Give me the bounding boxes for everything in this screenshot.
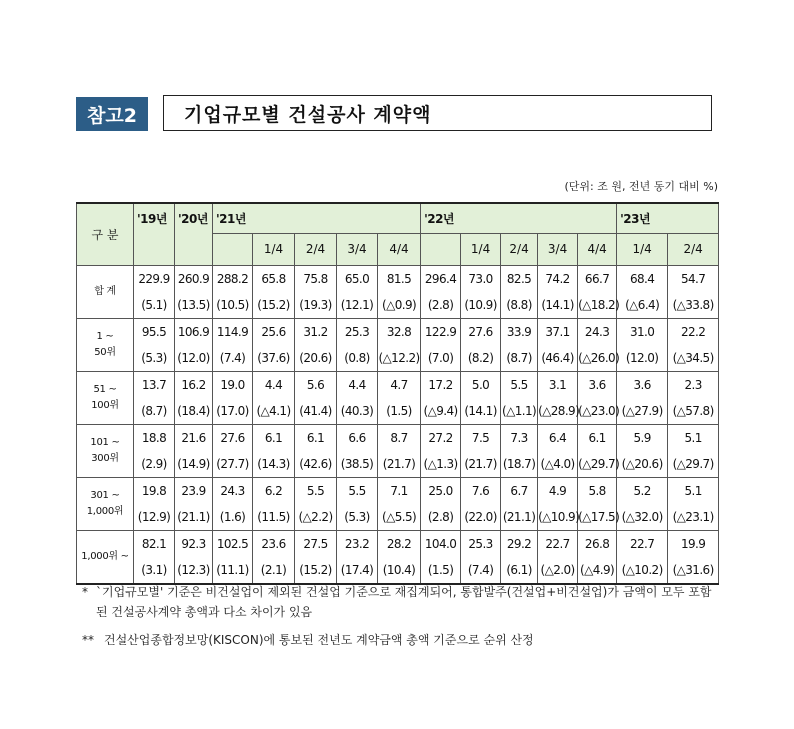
header-year-2023: '23년 [617, 203, 719, 233]
value-cell [461, 371, 501, 424]
value-cell [337, 318, 378, 371]
change-rate-value: (△23.1) [672, 509, 714, 524]
value-cell [538, 477, 578, 530]
change-rate-value: (7.4) [467, 562, 494, 577]
amount-value: 73.0 [468, 271, 493, 286]
amount-value: 23.9 [181, 483, 206, 498]
value-cell [295, 371, 337, 424]
change-rate-value: (△32.0) [621, 509, 663, 524]
value-cell [134, 530, 175, 584]
change-rate-value: (12.9) [137, 509, 171, 524]
amount-value: 4.7 [390, 377, 408, 392]
header-quarter: 4/4 [378, 233, 421, 265]
change-rate-value: (△17.5) [578, 509, 620, 524]
row-label: 51 ~ 100위 [77, 371, 134, 424]
amount-value: 28.2 [386, 536, 412, 551]
change-rate-value: (40.3) [340, 403, 374, 418]
value-cell [175, 424, 213, 477]
change-rate-value: (21.1) [177, 509, 210, 524]
header-blank-2021 [213, 233, 253, 265]
amount-value: 82.5 [506, 271, 532, 286]
value-cell [617, 530, 668, 584]
change-rate-value: (△10.2) [621, 562, 663, 577]
value-cell [421, 318, 461, 371]
amount-value: 82.1 [141, 536, 167, 551]
header-quarter: 3/4 [538, 233, 578, 265]
footnote-text: 건설산업종합정보망(KISCON)에 통보된 전년도 계약금액 총액 기준으로 순위 산정 [104, 633, 534, 647]
change-rate-value: (12.3) [177, 562, 210, 577]
change-rate-value: (37.6) [257, 350, 290, 365]
value-cell [501, 318, 538, 371]
value-cell [213, 318, 253, 371]
value-cell [421, 371, 461, 424]
value-cell [421, 530, 461, 584]
change-rate-value: (8.7) [141, 403, 167, 418]
change-rate-value: (△9.4) [423, 403, 458, 418]
header-quarter: 3/4 [337, 233, 378, 265]
amount-value: 27.6 [468, 324, 493, 339]
amount-value: 122.9 [424, 324, 457, 339]
amount-value: 6.7 [510, 483, 528, 498]
row-label: 1 ~ 50위 [77, 318, 134, 371]
amount-value: 6.1 [306, 430, 325, 445]
amount-value: 25.0 [428, 483, 453, 498]
value-cell [378, 530, 421, 584]
amount-value: 18.8 [141, 430, 167, 445]
header-quarter: 2/4 [501, 233, 538, 265]
change-rate-value: (△4.1) [256, 403, 291, 418]
amount-value: 24.3 [584, 324, 610, 339]
change-rate-value: (2.1) [260, 562, 287, 577]
unit-label: (단위: 조 원, 전년 동기 대비 %) [564, 180, 718, 193]
value-cell [538, 371, 578, 424]
amount-value: 6.1 [264, 430, 283, 445]
change-rate-value: (14.1) [541, 297, 574, 312]
value-cell [668, 371, 719, 424]
amount-value: 5.8 [588, 483, 606, 498]
amount-value: 32.8 [386, 324, 412, 339]
contract-amount-table [76, 202, 719, 585]
value-cell [213, 530, 253, 584]
amount-value: 22.7 [629, 536, 655, 551]
value-cell [538, 530, 578, 584]
value-cell [461, 477, 501, 530]
value-cell [617, 265, 668, 318]
value-cell [134, 371, 175, 424]
value-cell [175, 371, 213, 424]
value-cell [253, 318, 295, 371]
amount-value: 65.0 [344, 271, 370, 286]
value-cell [668, 530, 719, 584]
change-rate-value: (△4.9) [580, 562, 615, 577]
change-rate-value: (△6.4) [625, 297, 660, 312]
value-cell [134, 424, 175, 477]
amount-value: 22.7 [545, 536, 570, 551]
change-rate-value: (△57.8) [672, 403, 714, 418]
change-rate-value: (△28.9) [538, 403, 580, 418]
value-cell [253, 424, 295, 477]
amount-value: 25.6 [261, 324, 286, 339]
value-cell [578, 477, 620, 530]
change-rate-value: (8.2) [467, 350, 494, 365]
amount-value: 102.5 [216, 536, 249, 551]
amount-value: 3.1 [548, 377, 567, 392]
footnote-mark: ** [82, 633, 94, 647]
value-cell [461, 318, 501, 371]
value-cell [578, 424, 620, 477]
amount-value: 19.8 [141, 483, 167, 498]
value-cell [337, 530, 378, 584]
amount-value: 4.4 [348, 377, 366, 392]
change-rate-value: (△34.5) [672, 350, 714, 365]
value-cell [213, 477, 253, 530]
value-cell [617, 477, 668, 530]
header-year-2021: '21년 [213, 203, 421, 233]
amount-value: 25.3 [344, 324, 370, 339]
table-row [77, 424, 719, 477]
value-cell [337, 477, 378, 530]
amount-value: 106.9 [177, 324, 210, 339]
value-cell [421, 265, 461, 318]
change-rate-value: (1.6) [219, 509, 246, 524]
change-rate-value: (10.9) [464, 297, 497, 312]
header-quarter: 1/4 [253, 233, 295, 265]
amount-value: 7.6 [471, 483, 490, 498]
change-rate-value: (3.1) [141, 562, 167, 577]
change-rate-value: (△5.5) [381, 509, 417, 524]
value-cell [175, 477, 213, 530]
amount-value: 26.8 [584, 536, 610, 551]
amount-value: 4.9 [548, 483, 567, 498]
amount-value: 37.1 [545, 324, 570, 339]
change-rate-value: (12.1) [340, 297, 374, 312]
table-row [77, 477, 719, 530]
value-cell [421, 424, 461, 477]
amount-value: 5.1 [684, 430, 702, 445]
change-rate-value: (18.7) [502, 456, 536, 471]
amount-value: 81.5 [386, 271, 412, 286]
value-cell [253, 477, 295, 530]
page-title [163, 95, 712, 131]
amount-value: 288.2 [216, 271, 249, 286]
change-rate-value: (2.9) [141, 456, 167, 471]
amount-value: 3.6 [633, 377, 651, 392]
amount-value: 5.5 [306, 483, 325, 498]
value-cell [617, 318, 668, 371]
value-cell [461, 530, 501, 584]
value-cell [668, 477, 719, 530]
value-cell [378, 424, 421, 477]
change-rate-value: (2.8) [427, 509, 454, 524]
change-rate-value: (10.4) [382, 562, 416, 577]
footnote-mark: * [82, 585, 88, 599]
change-rate-value: (0.8) [344, 350, 370, 365]
value-cell [337, 424, 378, 477]
value-cell [134, 318, 175, 371]
footnotes [82, 582, 722, 650]
value-cell [617, 371, 668, 424]
title-text: 기업규모별 건설공사 계약액 [184, 103, 432, 126]
amount-value: 8.7 [390, 430, 408, 445]
value-cell [668, 318, 719, 371]
change-rate-value: (22.0) [464, 509, 497, 524]
change-rate-value: (21.7) [464, 456, 497, 471]
amount-value: 5.5 [510, 377, 528, 392]
value-cell [134, 265, 175, 318]
amount-value: 7.5 [471, 430, 490, 445]
change-rate-value: (46.4) [541, 350, 574, 365]
change-rate-value: (△1.1) [502, 403, 537, 418]
amount-value: 5.6 [306, 377, 325, 392]
change-rate-value: (11.1) [216, 562, 249, 577]
header-year-2019: '19년 [134, 203, 175, 265]
change-rate-value: (10.5) [216, 297, 249, 312]
amount-value: 33.9 [506, 324, 532, 339]
header-category: 구 분 [77, 203, 134, 265]
change-rate-value: (12.0) [625, 350, 659, 365]
amount-value: 92.3 [181, 536, 206, 551]
amount-value: 27.6 [220, 430, 245, 445]
change-rate-value: (△12.2) [378, 350, 420, 365]
value-cell [337, 265, 378, 318]
change-rate-value: (19.3) [299, 297, 332, 312]
header-year-2022: '22년 [421, 203, 617, 233]
amount-value: 5.5 [348, 483, 366, 498]
change-rate-value: (17.0) [216, 403, 249, 418]
footnote-text: `기업규모별' 기준은 비건설업이 제외된 건설업 기준으로 재집계되어, 통합발주(건설업+비건설업)가 금액이 모두 포함된 건설공사계약 총액과 다소 차이가 있음 [96, 585, 712, 619]
change-rate-value: (15.2) [257, 297, 290, 312]
change-rate-value: (5.3) [141, 350, 167, 365]
change-rate-value: (2.8) [427, 297, 454, 312]
value-cell [134, 477, 175, 530]
value-cell [501, 424, 538, 477]
value-cell [295, 318, 337, 371]
row-label: 101 ~ 300위 [77, 424, 134, 477]
amount-value: 27.5 [303, 536, 328, 551]
change-rate-value: (1.5) [386, 403, 412, 418]
change-rate-value: (1.5) [427, 562, 454, 577]
amount-value: 23.6 [261, 536, 286, 551]
amount-value: 7.3 [510, 430, 528, 445]
value-cell [378, 318, 421, 371]
value-cell [295, 530, 337, 584]
change-rate-value: (△27.9) [621, 403, 663, 418]
footnote-2 [82, 630, 722, 650]
change-rate-value: (27.7) [216, 456, 249, 471]
value-cell [295, 265, 337, 318]
change-rate-value: (11.5) [257, 509, 290, 524]
reference-badge: 참고2 [76, 97, 148, 131]
change-rate-value: (△20.6) [621, 456, 663, 471]
change-rate-value: (13.5) [177, 297, 210, 312]
change-rate-value: (8.8) [506, 297, 532, 312]
table-body [77, 265, 719, 584]
value-cell [378, 477, 421, 530]
header-quarter: 2/4 [668, 233, 719, 265]
value-cell [175, 265, 213, 318]
change-rate-value: (△2.0) [540, 562, 575, 577]
change-rate-value: (7.0) [427, 350, 454, 365]
value-cell [617, 424, 668, 477]
value-cell [175, 318, 213, 371]
amount-value: 25.3 [468, 536, 493, 551]
amount-value: 5.1 [684, 483, 702, 498]
value-cell [501, 265, 538, 318]
change-rate-value: (△4.0) [540, 456, 575, 471]
table-row [77, 265, 719, 318]
amount-value: 24.3 [220, 483, 245, 498]
value-cell [578, 371, 620, 424]
change-rate-value: (5.3) [344, 509, 370, 524]
amount-value: 17.2 [428, 377, 453, 392]
amount-value: 6.1 [588, 430, 606, 445]
change-rate-value: (8.7) [506, 350, 532, 365]
amount-value: 2.3 [684, 377, 702, 392]
change-rate-value: (5.1) [141, 297, 167, 312]
value-cell [295, 477, 337, 530]
change-rate-value: (△18.2) [578, 297, 620, 312]
change-rate-value: (20.6) [299, 350, 332, 365]
value-cell [337, 371, 378, 424]
value-cell [538, 318, 578, 371]
change-rate-value: (△29.7) [578, 456, 620, 471]
change-rate-value: (12.0) [177, 350, 210, 365]
change-rate-value: (21.7) [382, 456, 416, 471]
amount-value: 5.0 [471, 377, 490, 392]
change-rate-value: (42.6) [299, 456, 332, 471]
amount-value: 5.2 [633, 483, 651, 498]
change-rate-value: (△31.6) [672, 562, 714, 577]
value-cell [668, 424, 719, 477]
value-cell [253, 265, 295, 318]
value-cell [421, 477, 461, 530]
amount-value: 68.4 [629, 271, 655, 286]
value-cell [578, 530, 617, 584]
value-cell [578, 318, 620, 371]
value-cell [538, 424, 578, 477]
amount-value: 104.0 [424, 536, 457, 551]
value-cell [213, 371, 253, 424]
value-cell [213, 424, 253, 477]
header-quarter: 2/4 [295, 233, 337, 265]
amount-value: 114.9 [216, 324, 249, 339]
value-cell [501, 477, 538, 530]
amount-value: 27.2 [428, 430, 453, 445]
value-cell [378, 371, 421, 424]
value-cell [668, 265, 719, 318]
change-rate-value: (△23.0) [578, 403, 620, 418]
row-label: 합 계 [77, 265, 134, 318]
change-rate-value: (17.4) [340, 562, 374, 577]
footnote-1 [82, 582, 722, 622]
change-rate-value: (△26.0) [578, 350, 620, 365]
amount-value: 7.1 [390, 483, 408, 498]
change-rate-value: (15.2) [299, 562, 332, 577]
value-cell [461, 424, 501, 477]
change-rate-value: (7.4) [219, 350, 246, 365]
row-label: 301 ~ 1,000위 [77, 477, 134, 530]
amount-value: 5.9 [633, 430, 651, 445]
value-cell [213, 265, 253, 318]
amount-value: 3.6 [588, 377, 606, 392]
change-rate-value: (△10.9) [538, 509, 580, 524]
amount-value: 75.8 [303, 271, 328, 286]
change-rate-value: (△0.9) [381, 297, 417, 312]
change-rate-value: (14.1) [464, 403, 497, 418]
amount-value: 29.2 [506, 536, 532, 551]
amount-value: 16.2 [181, 377, 206, 392]
change-rate-value: (△29.7) [672, 456, 714, 471]
amount-value: 65.8 [261, 271, 286, 286]
amount-value: 6.4 [548, 430, 567, 445]
change-rate-value: (38.5) [340, 456, 374, 471]
change-rate-value: (21.1) [502, 509, 536, 524]
value-cell [501, 371, 538, 424]
change-rate-value: (18.4) [177, 403, 210, 418]
value-cell [175, 530, 213, 584]
value-cell [538, 265, 578, 318]
value-cell [253, 371, 295, 424]
change-rate-value: (△2.2) [298, 509, 333, 524]
amount-value: 21.6 [181, 430, 206, 445]
value-cell [378, 265, 421, 318]
amount-value: 260.9 [177, 271, 210, 286]
header-quarter: 4/4 [578, 233, 617, 265]
amount-value: 296.4 [424, 271, 457, 286]
amount-value: 66.7 [584, 271, 610, 286]
amount-value: 19.9 [680, 536, 706, 551]
amount-value: 31.0 [629, 324, 655, 339]
change-rate-value: (△1.3) [423, 456, 458, 471]
table-row [77, 371, 719, 424]
change-rate-value: (△33.8) [672, 297, 714, 312]
change-rate-value: (14.3) [257, 456, 290, 471]
row-label: 1,000위 ~ [77, 530, 134, 584]
value-cell [461, 265, 501, 318]
amount-value: 31.2 [303, 324, 328, 339]
amount-value: 19.0 [220, 377, 245, 392]
amount-value: 6.2 [264, 483, 283, 498]
amount-value: 22.2 [680, 324, 706, 339]
header-year-2020: '20년 [175, 203, 213, 265]
value-cell [578, 265, 620, 318]
change-rate-value: (6.1) [506, 562, 532, 577]
header-blank-2022 [421, 233, 461, 265]
value-cell [501, 530, 538, 584]
amount-value: 13.7 [141, 377, 167, 392]
amount-value: 95.5 [141, 324, 167, 339]
header-quarter: 1/4 [461, 233, 501, 265]
change-rate-value: (41.4) [299, 403, 332, 418]
amount-value: 4.4 [264, 377, 283, 392]
amount-value: 23.2 [344, 536, 370, 551]
value-cell [253, 530, 295, 584]
amount-value: 6.6 [348, 430, 366, 445]
table-row [77, 318, 719, 371]
header-quarter: 1/4 [617, 233, 668, 265]
value-cell [295, 424, 337, 477]
change-rate-value: (14.9) [177, 456, 210, 471]
amount-value: 229.9 [138, 271, 170, 286]
amount-value: 54.7 [680, 271, 706, 286]
amount-value: 74.2 [545, 271, 570, 286]
table-row [77, 530, 719, 584]
